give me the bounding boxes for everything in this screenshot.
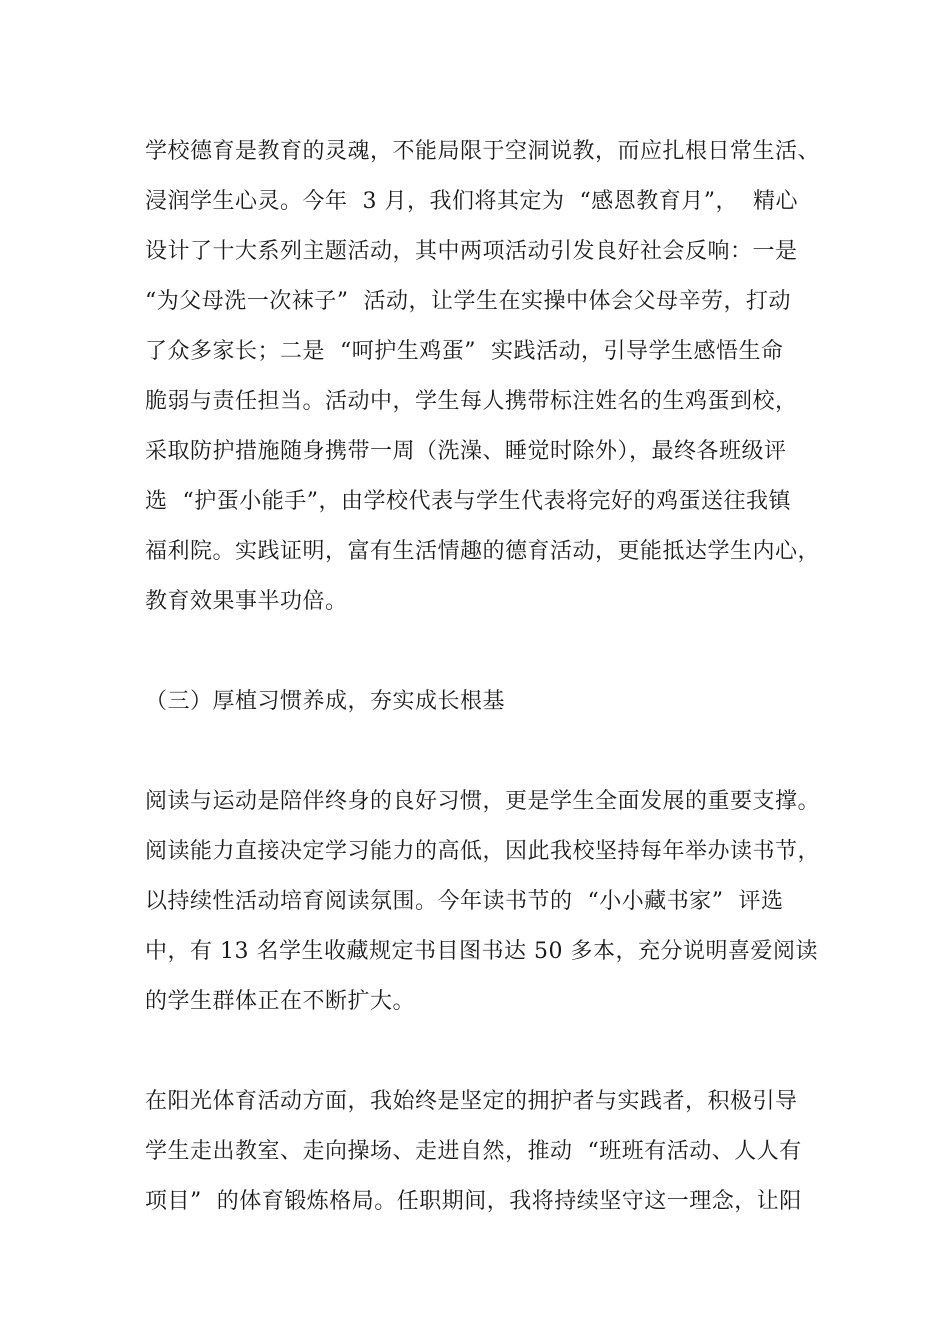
text-line: 学校德育是教育的灵魂，不能局限于空洞说教，而应扎根日常生活、 bbox=[145, 139, 821, 164]
text-line: 阅读能力直接决定学习能力的高低，因此我校坚持每年举办读书节， bbox=[145, 839, 821, 864]
text-line: 学生走出教室、走向操场、走进自然，推动 “班班有活动、人人有 bbox=[145, 1139, 802, 1164]
text-line: 设计了十大系列主题活动，其中两项活动引发良好社会反响：一是 bbox=[145, 239, 798, 264]
paragraph-moral-education bbox=[145, 127, 835, 627]
text-line: 脆弱与责任担当。活动中，学生每人携带标注姓名的生鸡蛋到校， bbox=[145, 389, 798, 414]
text-line: 教育效果事半功倍。 bbox=[145, 589, 348, 614]
text-line: 的学生群体正在不断扩大。 bbox=[145, 989, 416, 1014]
text-line: 福利院。实践证明，富有生活情趣的德育活动，更能抵达学生内心， bbox=[145, 539, 821, 564]
paragraph-sports-activities bbox=[145, 1077, 835, 1227]
section-heading-text: （三）厚植习惯养成，夯实成长根基 bbox=[145, 689, 506, 714]
text-line: 在阳光体育活动方面，我始终是坚定的拥护者与实践者，积极引导 bbox=[145, 1089, 798, 1114]
text-line: 项目” 的体育锻炼格局。任职期间，我将持续坚守这一理念，让阳 bbox=[145, 1189, 802, 1214]
text-line: 浸润学生心灵。今年 3 月，我们将其定为 “感恩教育月”， 精心 bbox=[145, 189, 798, 214]
text-line: 中，有 13 名学生收藏规定书目图书达 50 多本，充分说明喜爱阅读 bbox=[145, 939, 818, 964]
text-line: “为父母洗一次袜子” 活动，让学生在实操中体会父母辛劳，打动 bbox=[145, 289, 791, 314]
text-line: 选 “护蛋小能手”，由学校代表与学生代表将完好的鸡蛋送往我镇 bbox=[145, 489, 791, 514]
text-line: 以持续性活动培育阅读氛围。今年读书节的 “小小藏书家” 评选 bbox=[145, 889, 784, 914]
paragraph-reading-habits bbox=[145, 777, 835, 1027]
section-heading bbox=[145, 677, 835, 727]
text-line: 了众多家长；二是 “呵护生鸡蛋” 实践活动，引导学生感悟生命 bbox=[145, 339, 784, 364]
text-line: 采取防护措施随身携带一周（洗澡、睡觉时除外），最终各班级评 bbox=[145, 439, 787, 464]
text-line: 阅读与运动是陪伴终身的良好习惯，更是学生全面发展的重要支撑。 bbox=[145, 789, 821, 814]
